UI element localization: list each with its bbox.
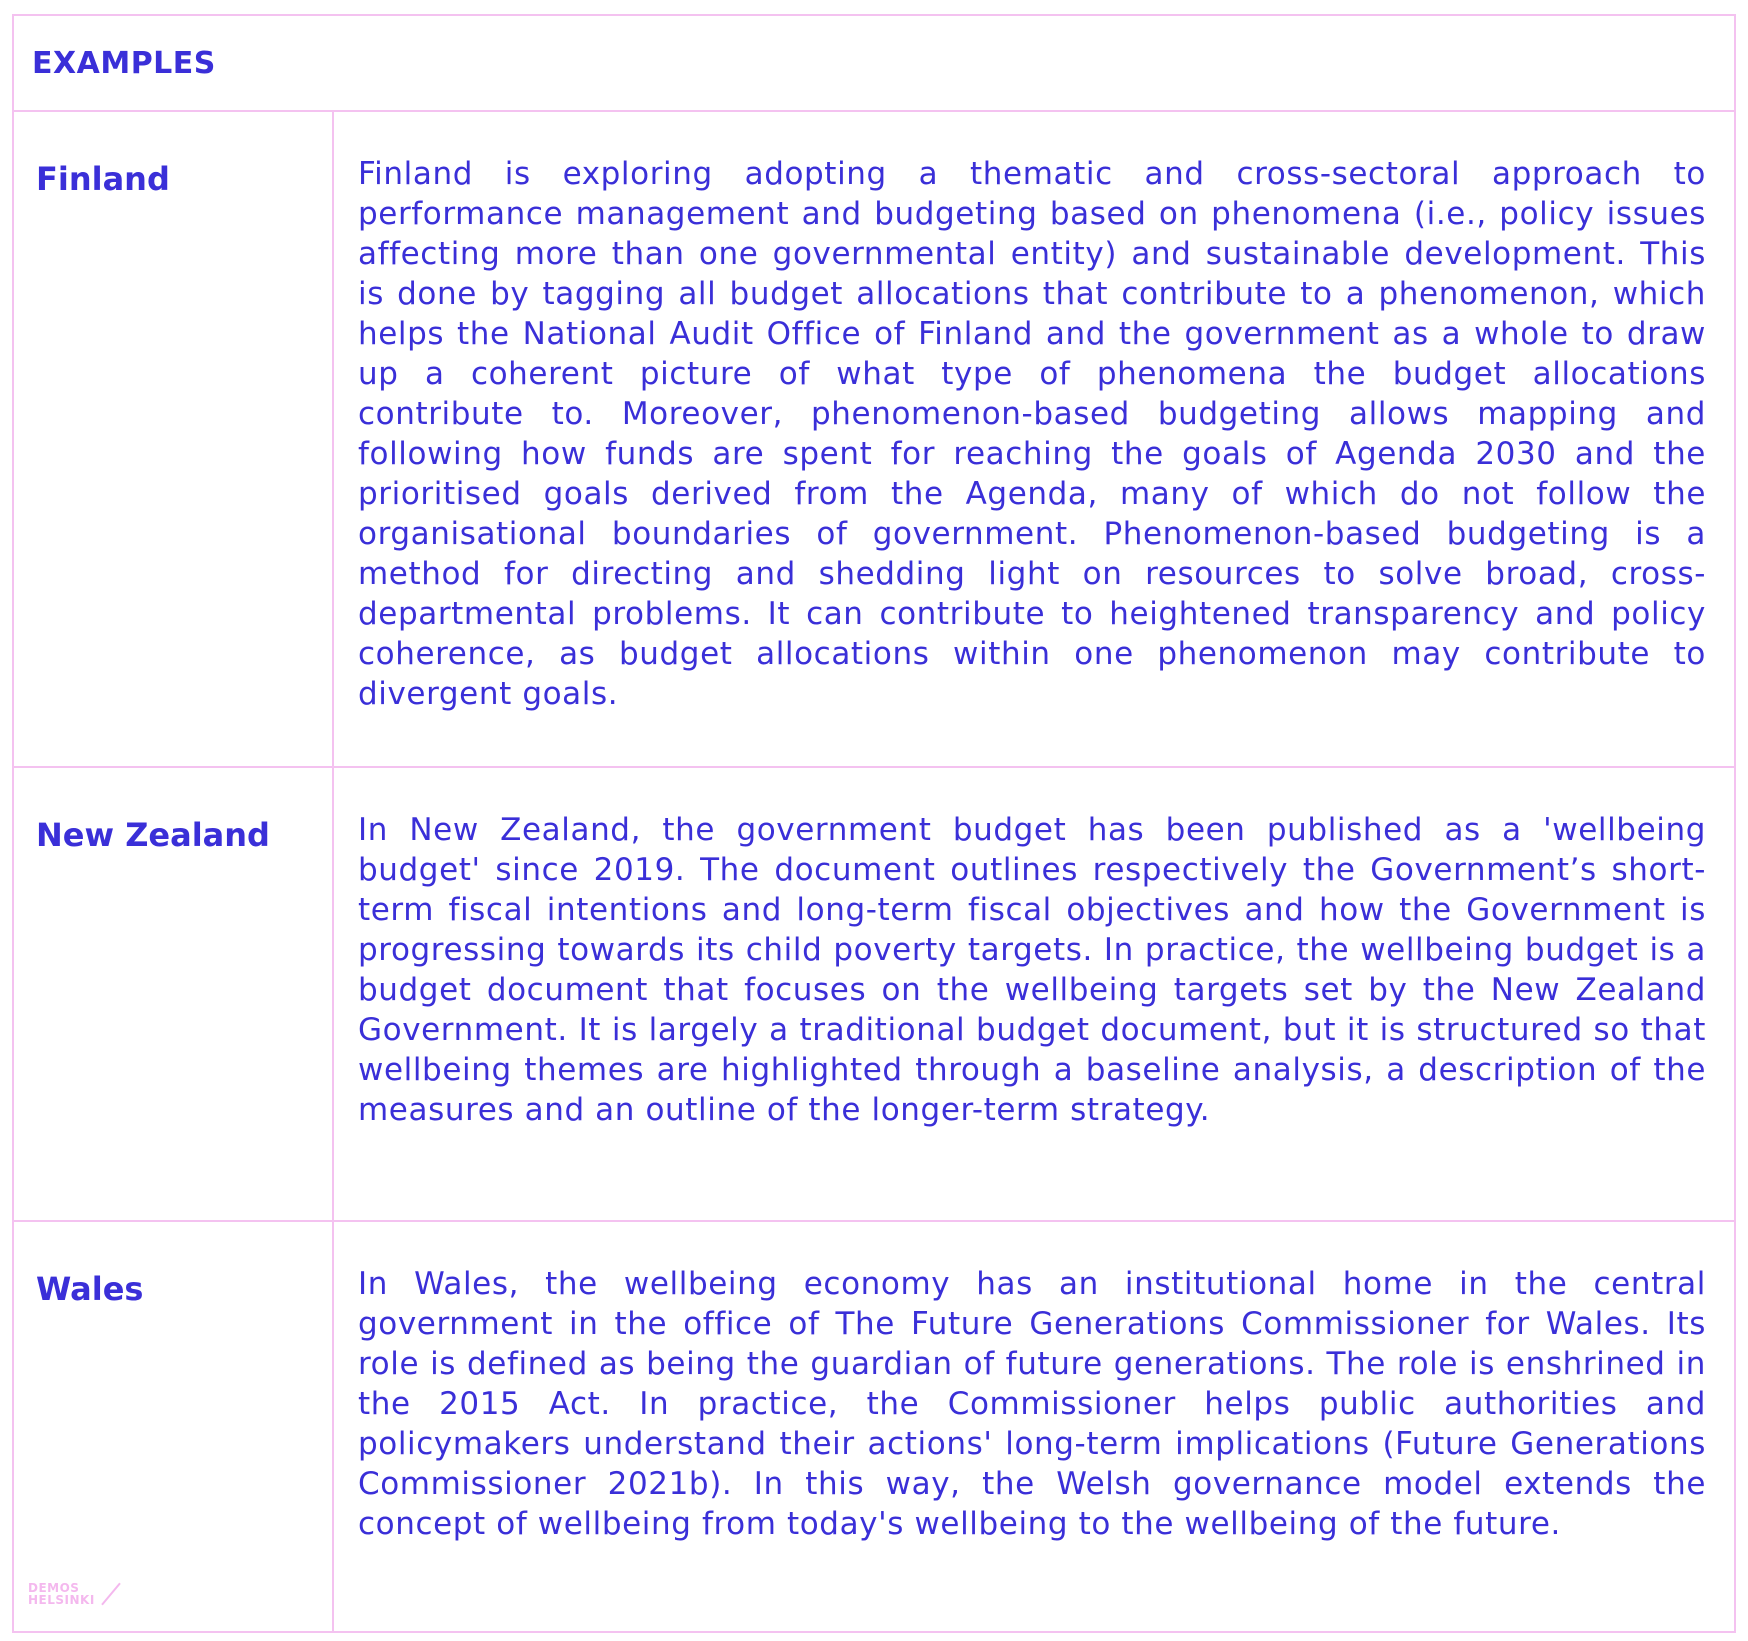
table-header (14, 16, 1734, 112)
logo-line-2: HELSINKI (28, 1593, 95, 1607)
row-text: In New Zealand, the government budget has been published as a 'wellbeing budget' since 2019. The document outlines respectively the Government’s short-term fiscal intentions and long-term fiscal objectives and how the Government is progressing towards its child poverty targets. In practice, the wellbeing budget is a budget document that focuses on the wellbeing targets set by the New Zealand Government. It is largely a traditional budget document, but it is structured so that wellbeing themes are highlighted through a baseline analysis, a description of the measures and an outline of the longer-term strategy. (358, 812, 1706, 1128)
table-row-finland (14, 112, 1734, 768)
logo-line-1: DEMOS (28, 1581, 80, 1595)
table-row-wales (14, 1222, 1734, 1631)
row-label: Finland (14, 112, 334, 766)
row-label: New Zealand (14, 768, 334, 1220)
examples-table (12, 14, 1736, 1633)
row-text: In Wales, the wellbeing economy has an institutional home in the central government in the office of The Future Generations Commissioner for Wales. Its role is defined as being the guardian of future generations. The role is enshrined in the 2015 Act. In practice, the Commissioner helps public authorities and policymakers understand their actions' long-term implications (Future Generations Commissioner 2021b). In this way, the Welsh governance model extends the concept of wellbeing from today's wellbeing to the wellbeing of the future. (358, 1266, 1706, 1542)
row-label: Wales (14, 1222, 334, 1631)
table-title: EXAMPLES (32, 46, 216, 81)
table-row-new-zealand (14, 768, 1734, 1222)
row-text: Finland is exploring adopting a thematic and cross-sectoral approach to performance management and budgeting based on phenomena (i.e., policy issues affecting more than one governmental entity) and sustainable development. This is done by tagging all budget allocations that contribute to a phenomenon, which helps the National Audit Office of Finland and the government as a whole to draw up a coherent picture of what type of phenomena the budget allocations contribute to. Moreover, phenomenon-based budgeting allows mapping and following how funds are spent for reaching the goals of Agenda 2030 and the prioritised goals derived from the Agenda, many of which do not follow the organisational boundaries of government. Phenomenon-based budgeting is a method for directing and shedding light on resources to solve broad, cross-departmental problems. It can contribute to heightened transparency and policy coherence, as budget allocations within one phenomenon may contribute to divergent goals. (358, 156, 1706, 712)
demos-helsinki-logo (28, 1582, 95, 1606)
